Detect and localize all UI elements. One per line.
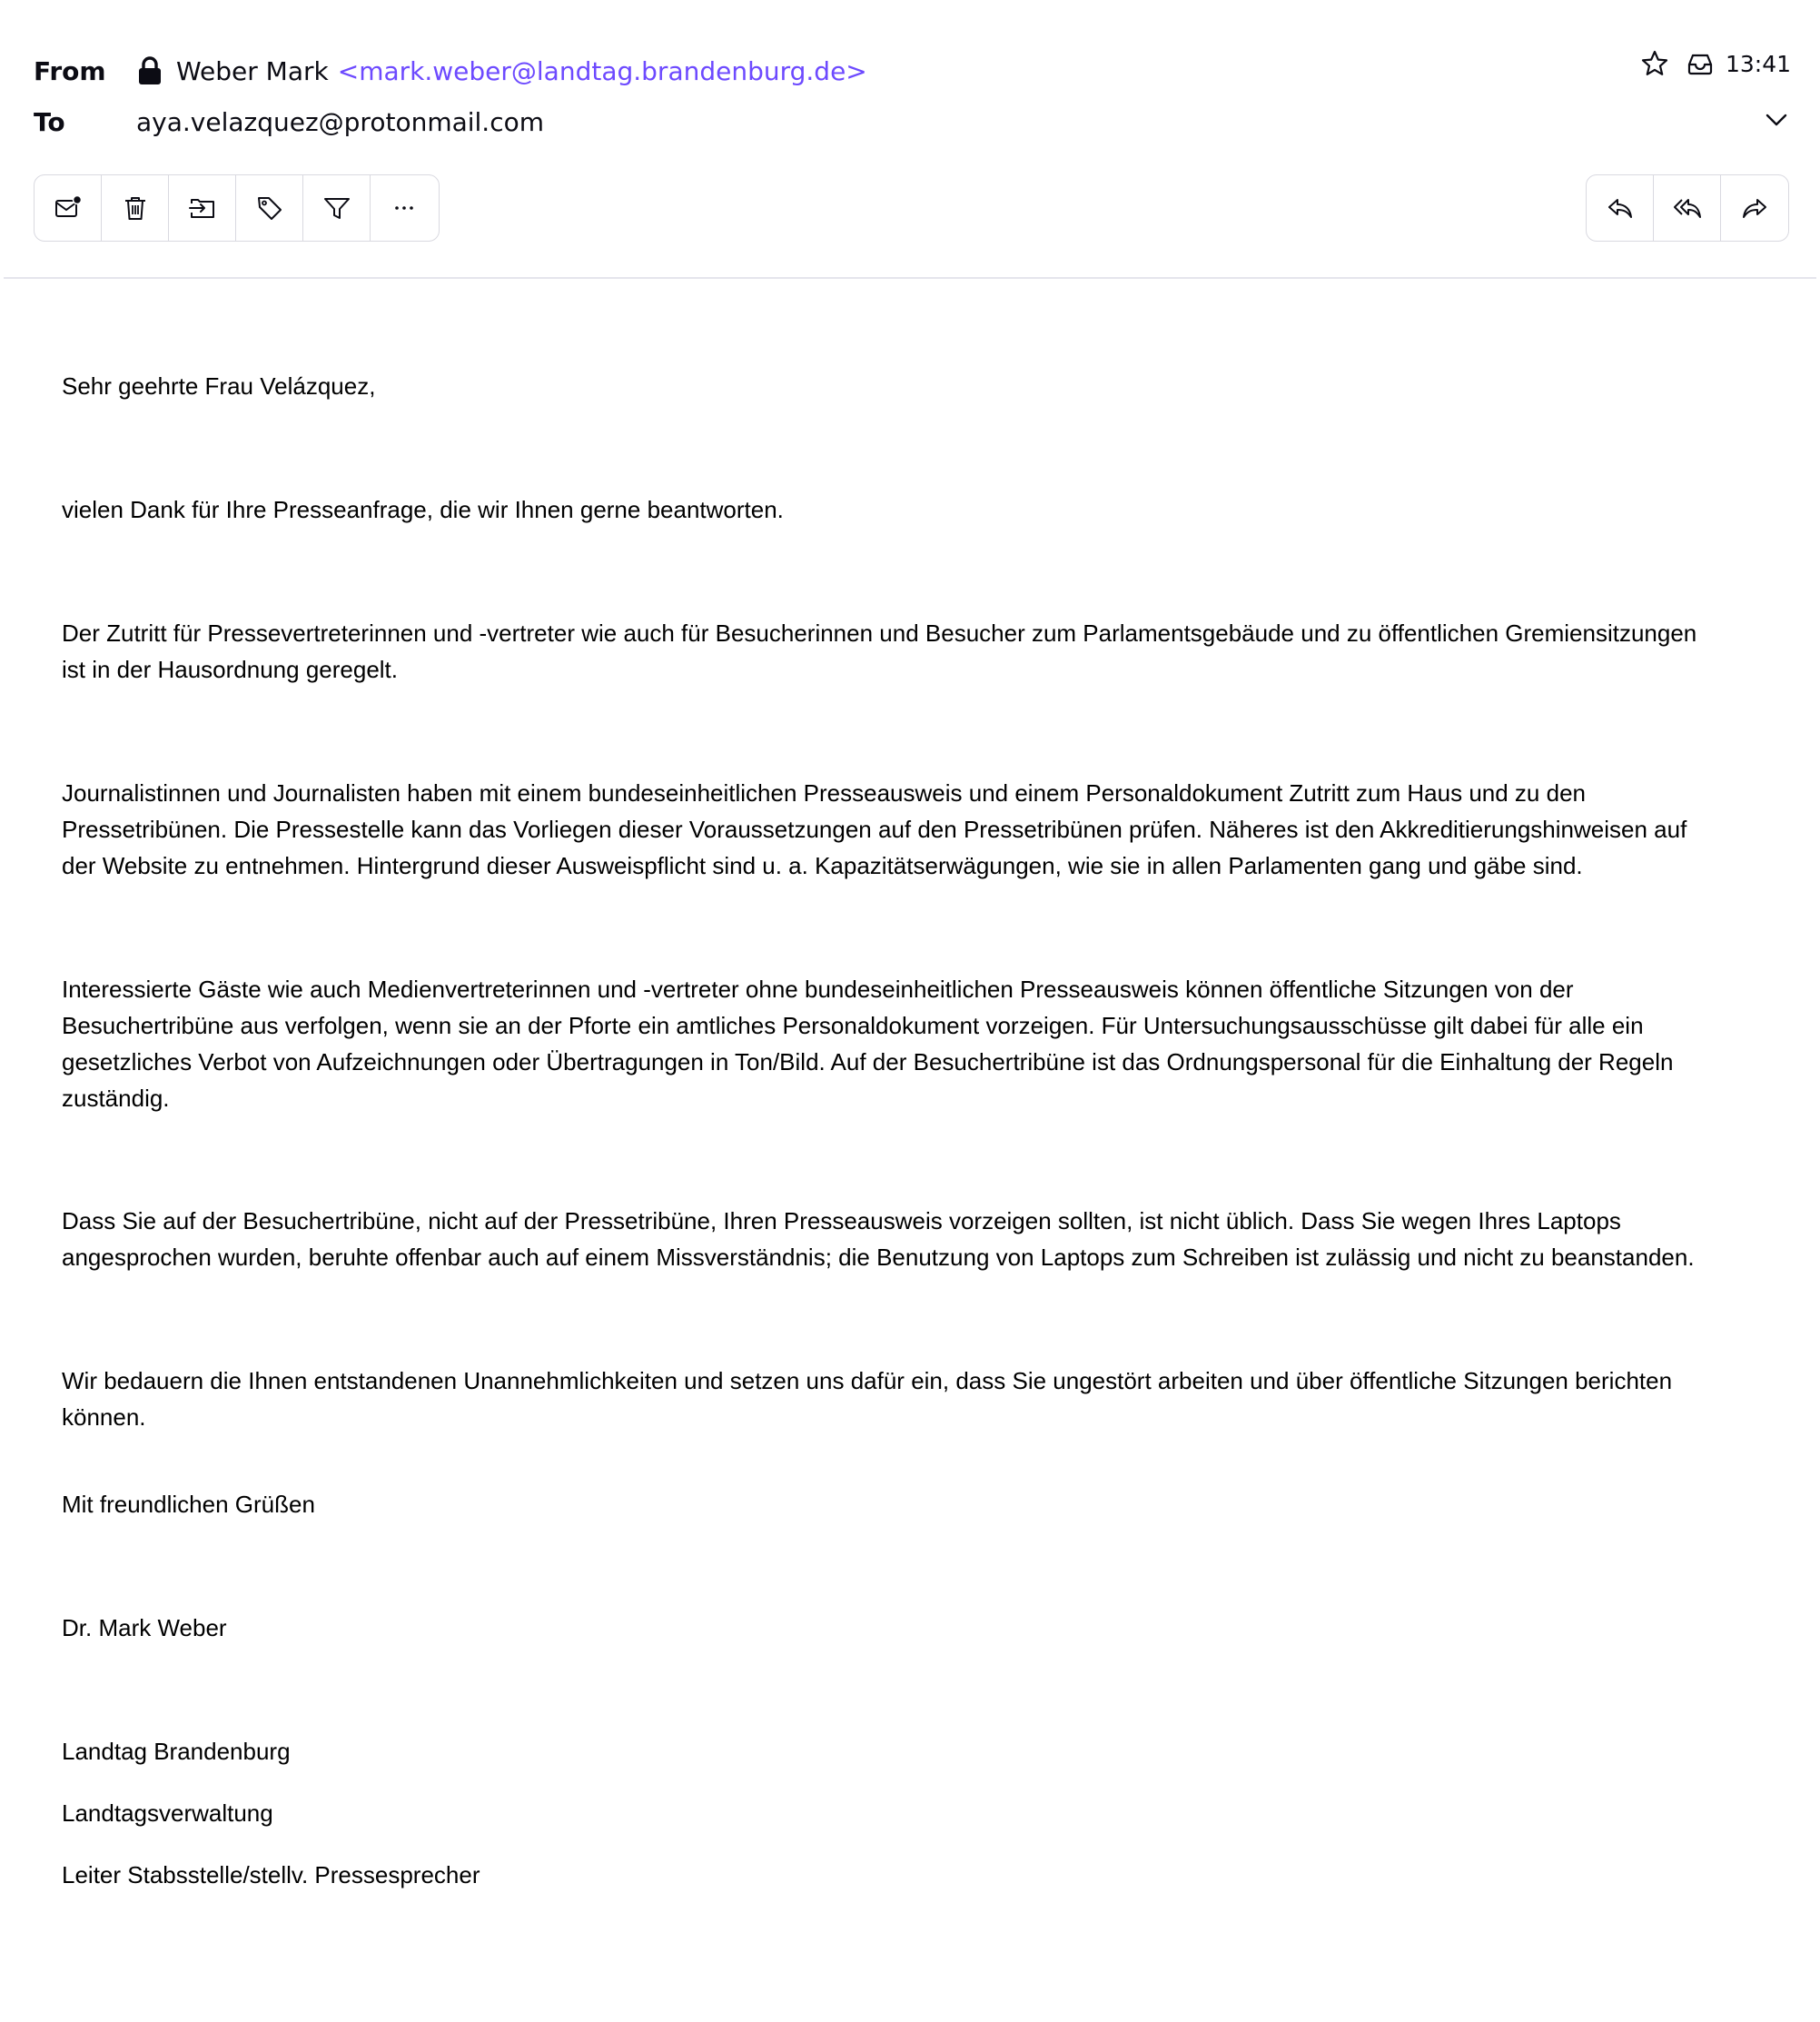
reply-button[interactable] bbox=[1587, 175, 1654, 241]
signature-title: Leiter Stabsstelle/stellv. Pressesprecher bbox=[62, 1861, 480, 1888]
to-row bbox=[34, 102, 544, 142]
paragraph-2-line-1: Der Zutritt für Pressevertreterinnen und -vertreter wie auch für Besucherinnen und Besucher zum Parlamentsgebäude und zu öffentlichen Gremiensitzungen bbox=[62, 619, 1697, 647]
recipient-address[interactable]: aya.velazquez@protonmail.com bbox=[136, 106, 545, 137]
folder-move-icon bbox=[187, 193, 218, 223]
paragraph-5-line-1: Dass Sie auf der Besuchertribüne, nicht auf der Pressetribüne, Ihren Presseausweis vorzeigen sollten, ist nicht üblich. Dass Sie wegen Ihres Laptops bbox=[62, 1207, 1621, 1234]
paragraph-4-line-4: zuständig. bbox=[62, 1085, 170, 1112]
tag-icon bbox=[254, 193, 285, 223]
paragraph-3-line-2: Pressetribünen. Die Pressestelle kann das Vorliegen dieser Voraussetzungen auf den Pressetribünen prüfen. Näheres ist den Akkreditierungshinweisen auf bbox=[62, 816, 1687, 843]
signature-name: Dr. Mark Weber bbox=[62, 1614, 227, 1641]
signature-department: Landtagsverwaltung bbox=[62, 1799, 273, 1827]
paragraph-2 bbox=[62, 615, 1769, 688]
paragraph-3 bbox=[62, 775, 1769, 884]
reply-toolbar bbox=[1586, 174, 1789, 242]
paragraph-2-line-2: ist in der Hausordnung geregelt. bbox=[62, 656, 399, 683]
header-meta bbox=[1640, 49, 1791, 78]
paragraph-6-line-2: können. bbox=[62, 1403, 146, 1431]
more-button[interactable] bbox=[371, 175, 438, 241]
chevron-down-icon[interactable] bbox=[1760, 104, 1793, 136]
paragraph-4-line-1: Interessierte Gäste wie auch Medienvertreterinnen und -vertreter ohne bundeseinheitlichen Presseausweis können öffentliche Sitzungen von der bbox=[62, 976, 1574, 1003]
from-row bbox=[34, 51, 867, 91]
paragraph-4 bbox=[62, 971, 1769, 1116]
lock-icon[interactable] bbox=[136, 55, 163, 86]
paragraph-4-line-3: gesetzliches Verbot von Aufzeichnungen oder Übertragungen in Ton/Bild. Auf der Besuchertribüne ist das Ordnungspersonal für die Einhaltung der Regeln bbox=[62, 1048, 1674, 1075]
message-actions-toolbar bbox=[34, 174, 440, 242]
forward-icon bbox=[1739, 193, 1770, 223]
ellipsis-icon bbox=[389, 193, 420, 223]
to-label: To bbox=[34, 106, 65, 137]
reply-all-button[interactable] bbox=[1654, 175, 1721, 241]
delete-button[interactable] bbox=[102, 175, 169, 241]
paragraph-5 bbox=[62, 1203, 1769, 1275]
filter-button[interactable] bbox=[303, 175, 371, 241]
signature-organization: Landtag Brandenburg bbox=[62, 1738, 291, 1765]
mark-unread-button[interactable] bbox=[35, 175, 102, 241]
from-label: From bbox=[34, 55, 106, 86]
envelope-dot-icon bbox=[53, 193, 84, 223]
paragraph-6-line-1: Wir bedauern die Ihnen entstandenen Unannehmlichkeiten und setzen uns dafür ein, dass Sie ungestört arbeiten und über öffentliche Sitzungen berichten bbox=[62, 1367, 1673, 1394]
star-icon[interactable] bbox=[1640, 49, 1669, 78]
sender-name[interactable]: Weber Mark bbox=[176, 55, 329, 86]
paragraph-4-line-2: Besuchertribüne aus verfolgen, wenn sie an der Pforte ein amtliches Personaldokument vorzeigen. Für Untersuchungsausschüsse gilt dabei für alle ein bbox=[62, 1012, 1644, 1039]
header-divider bbox=[4, 277, 1816, 279]
paragraph-5-line-2: angesprochen wurden, beruhte offenbar auch auf einem Missverständnis; die Benutzung von Laptops zum Schreiben ist zulässig und nicht zu beanstanden. bbox=[62, 1244, 1695, 1271]
label-button[interactable] bbox=[236, 175, 303, 241]
greeting: Sehr geehrte Frau Velázquez, bbox=[62, 372, 376, 400]
inbox-icon bbox=[1686, 49, 1715, 78]
sender-address[interactable]: <mark.weber@landtag.brandenburg.de> bbox=[337, 55, 867, 86]
paragraph-6 bbox=[62, 1363, 1769, 1435]
paragraph-1: vielen Dank für Ihre Presseanfrage, die wir Ihnen gerne beantworten. bbox=[62, 496, 784, 523]
received-time: 13:41 bbox=[1725, 50, 1791, 77]
trash-icon bbox=[120, 193, 151, 223]
reply-icon bbox=[1605, 193, 1636, 223]
forward-button[interactable] bbox=[1721, 175, 1788, 241]
filter-icon bbox=[321, 193, 352, 223]
paragraph-3-line-3: der Website zu entnehmen. Hintergrund dieser Ausweispflicht sind u. a. Kapazitätserwägungen, wie sie in allen Parlamenten gang und gäbe sind. bbox=[62, 852, 1583, 879]
closing: Mit freundlichen Grüßen bbox=[62, 1491, 315, 1518]
paragraph-3-line-1: Journalistinnen und Journalisten haben mit einem bundeseinheitlichen Presseausweis und einem Personaldokument Zutritt zum Haus und zu den bbox=[62, 779, 1586, 807]
reply-all-icon bbox=[1672, 193, 1703, 223]
move-button[interactable] bbox=[169, 175, 236, 241]
